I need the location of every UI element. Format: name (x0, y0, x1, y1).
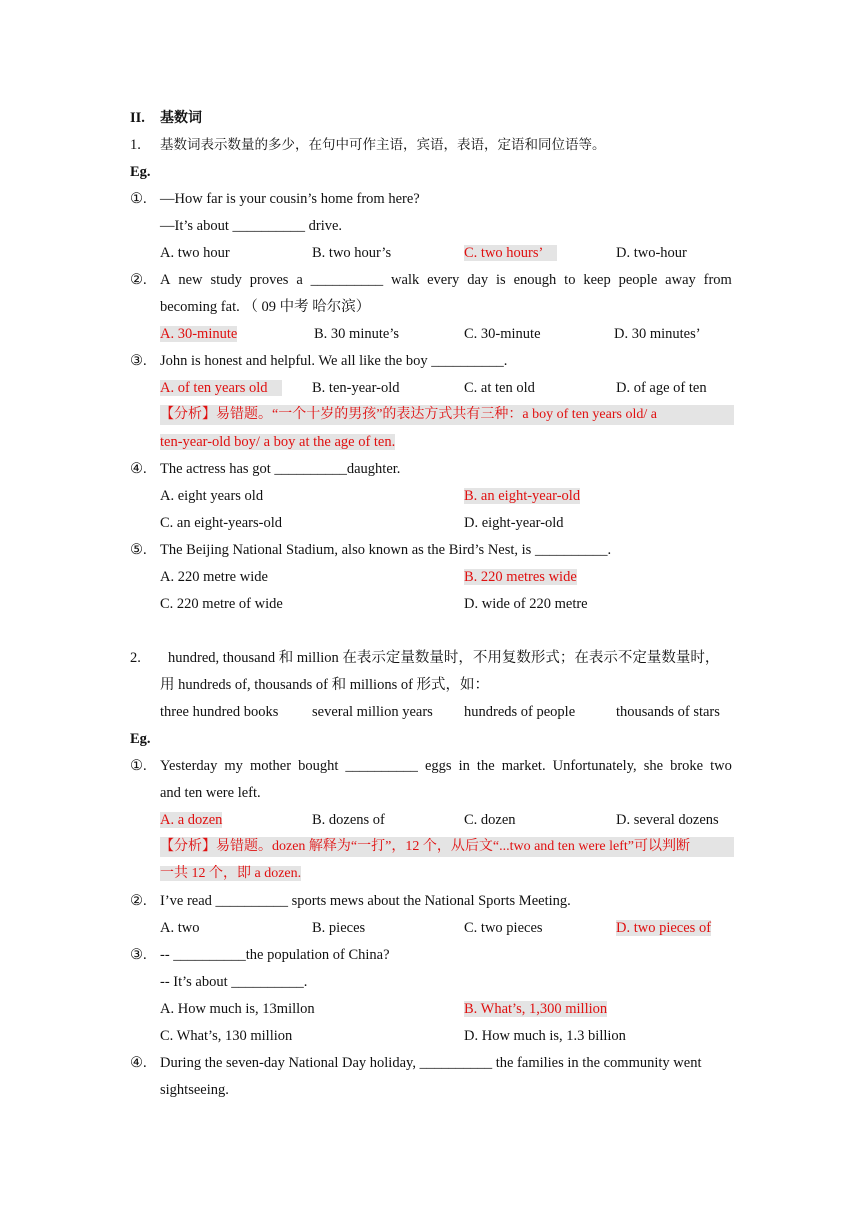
question-word: mother (249, 758, 292, 774)
question-word: proves (249, 272, 289, 288)
option-a: A. 220 metre wide (160, 569, 268, 585)
question-word: A (160, 272, 171, 288)
question-word: is (496, 272, 506, 288)
option-a: A. eight years old (160, 488, 264, 504)
point-text: 用 hundreds of, thousands of 和 millions of 形式，如： (160, 677, 490, 693)
option-b-answer: B. an eight-year-old (464, 488, 581, 504)
option-d-answer: D. two pieces of (616, 920, 712, 936)
question-number: ①. (130, 758, 147, 774)
option-b-answer: B. 220 metres wide (464, 569, 577, 585)
question-number: ③. (130, 947, 147, 963)
example-item: several million years (312, 704, 433, 720)
question-word: eggs (424, 758, 452, 774)
section-title: 基数词 (160, 110, 202, 126)
option-d: D. of age of ten (616, 380, 707, 396)
question-word: from (703, 272, 732, 288)
option-b: B. two hour’s (312, 245, 392, 261)
option-b-answer: B. What’s, 1,300 million (464, 1001, 608, 1017)
option-c: C. dozen (464, 812, 516, 828)
question-text (160, 756, 732, 776)
point-number: 1. (130, 137, 141, 153)
question-text: —It’s about __________ drive. (160, 218, 343, 234)
option-b: B. ten-year-old (312, 380, 400, 396)
eg-label: Eg. (130, 731, 151, 747)
question-number: ③. (130, 353, 147, 369)
section-number: II. (130, 110, 145, 126)
option-c: C. What’s, 130 million (160, 1028, 293, 1044)
analysis-note: 一共 12 个，即 a dozen. (160, 866, 302, 881)
option-d: D. eight-year-old (464, 515, 564, 531)
question-word: walk (391, 272, 420, 288)
option-b: B. pieces (312, 920, 366, 936)
option-d: D. two-hour (616, 245, 687, 261)
question-word: day (467, 272, 489, 288)
question-word: keep (583, 272, 611, 288)
question-word: Yesterday (160, 758, 218, 774)
question-text: -- __________the population of China? (160, 947, 390, 963)
question-word: she (643, 758, 664, 774)
analysis-note: ten-year-old boy/ a boy at the age of ten. (160, 434, 396, 450)
option-d: D. wide of 220 metre (464, 596, 588, 612)
option-b: B. 30 minute’s (314, 326, 399, 342)
question-word: study (210, 272, 242, 288)
question-text: John is honest and helpful. We all like the boy __________. (160, 353, 508, 369)
question-word: in (458, 758, 470, 774)
option-c: C. 30-minute (464, 326, 541, 342)
point-text: 基数词表示数量的多少，在句中可作主语，宾语，表语，定语和同位语等。 (160, 137, 606, 153)
question-text: and ten were left. (160, 785, 261, 801)
question-text: During the seven-day National Day holiday, __________ the families in the community went (160, 1055, 702, 1071)
point-text: hundred, thousand 和 million 在表示定量数量时，不用复数形式；在表示不定量数量时， (168, 650, 720, 666)
question-word: Unfortunately, (552, 758, 637, 774)
question-text: —How far is your cousin’s home from here? (160, 191, 420, 207)
question-text: becoming fat. （ 09 中考 哈尔滨） (160, 299, 371, 315)
question-word: enough (513, 272, 557, 288)
option-a-answer: A. of ten years old (160, 378, 282, 398)
question-number: ①. (130, 191, 147, 207)
option-a: A. How much is, 13millon (160, 1001, 315, 1017)
question-word: my (224, 758, 243, 774)
question-text: The actress has got __________daughter. (160, 461, 401, 477)
question-word: people (618, 272, 658, 288)
option-c: C. an eight-years-old (160, 515, 283, 531)
question-text: The Beijing National Stadium, also known as the Bird’s Nest, is __________. (160, 542, 612, 558)
option-b: B. dozens of (312, 812, 385, 828)
question-word: __________ (345, 758, 418, 774)
option-c: C. at ten old (464, 380, 535, 396)
question-word: the (476, 758, 495, 774)
question-text: I’ve read __________ sports mews about the National Sports Meeting. (160, 893, 571, 909)
question-number: ④. (130, 461, 147, 477)
example-item: hundreds of people (464, 704, 576, 720)
question-number: ②. (130, 893, 147, 909)
option-c-answer: C. two hours’ (464, 243, 557, 263)
option-c: C. 220 metre of wide (160, 596, 283, 612)
question-number: ⑤. (130, 542, 147, 558)
question-number: ④. (130, 1055, 147, 1071)
question-word: broke (670, 758, 704, 774)
question-word: new (178, 272, 203, 288)
analysis-note: 【分析】易错题。dozen 解释为“一打”，12 个，从后文“...two and ten were left”可以判断 (160, 837, 734, 857)
analysis-note: 【分析】易错题。“一个十岁的男孩”的表达方式共有三种：a boy of ten years old/ a (160, 405, 734, 425)
question-word: bought (298, 758, 339, 774)
option-a-answer: A. 30-minute (160, 326, 238, 342)
option-a: A. two (160, 920, 200, 936)
question-text: -- It’s about __________. (160, 974, 308, 990)
option-c: C. two pieces (464, 920, 543, 936)
question-text (160, 270, 732, 290)
option-a-answer: A. a dozen (160, 812, 223, 828)
question-word: two (710, 758, 732, 774)
option-d: D. 30 minutes’ (614, 326, 701, 342)
question-word: __________ (310, 272, 384, 288)
option-d: D. several dozens (616, 812, 719, 828)
example-item: thousands of stars (616, 704, 720, 720)
option-d: D. How much is, 1.3 billion (464, 1028, 626, 1044)
question-number: ②. (130, 272, 147, 288)
question-word: a (296, 272, 303, 288)
option-a: A. two hour (160, 245, 230, 261)
eg-label: Eg. (130, 164, 151, 180)
question-text: sightseeing. (160, 1082, 229, 1098)
question-word: market. (501, 758, 546, 774)
point-number: 2. (130, 650, 141, 666)
question-word: every (427, 272, 460, 288)
question-word: to (564, 272, 576, 288)
question-word: away (665, 272, 696, 288)
example-item: three hundred books (160, 704, 279, 720)
